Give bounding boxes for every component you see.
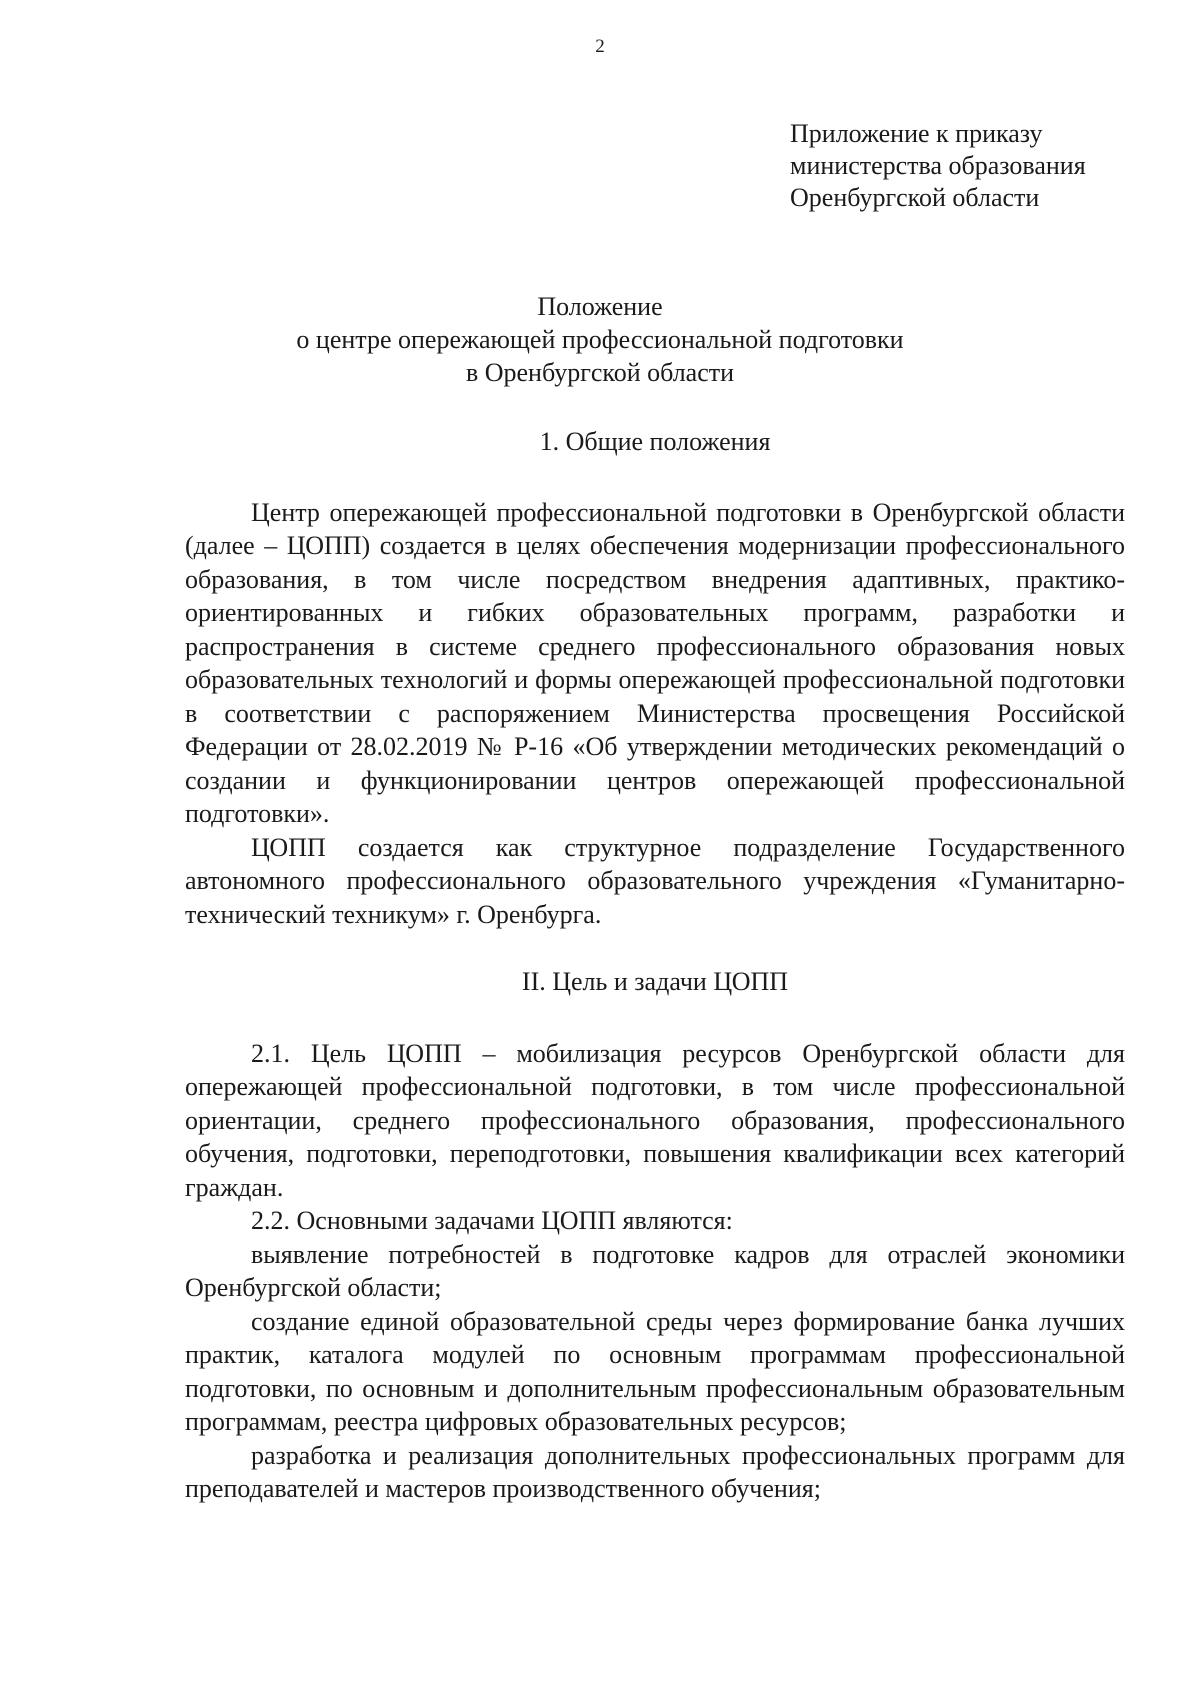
title-line: Положение bbox=[537, 292, 663, 321]
title-line: о центре опережающей профессиональной подготовки bbox=[296, 325, 904, 354]
paragraph: 2.1. Цель ЦОПП – мобилизация ресурсов Оренбургской области для опережающей профессиональной подготовки, в том числе профессиональной ориентации, среднего профессионального образования, профессионального обучения, подготовки, переподготовки, повышения квалификации всех категорий граждан. bbox=[185, 1038, 1125, 1202]
paragraph: ЦОПП создается как структурное подразделение Государственного автономного профессионального образовательного учреждения «Гуманитарно-технический техникум» г. Оренбурга. bbox=[185, 832, 1125, 929]
paragraph: Центр опережающей профессиональной подготовки в Оренбургской области (далее – ЦОПП) создается в целях обеспечения модернизации профессионального образования, в том числе посредством внедрения адаптивных, практико-ориентированных и гибких образовательных программ, разработки и распространения в системе среднего профессионального образования новых образовательных технологий и формы опережающей профессиональной подготовки в соответствии с распоряжением Министерства просвещения Российской Федерации от 28.02.2019 № Р-16 «Об утверждении методических рекомендаций о создании и функционировании центров опережающей профессиональной подготовки». bbox=[185, 497, 1125, 828]
appendix-note bbox=[790, 118, 1170, 214]
paragraph: 2.2. Основными задачами ЦОПП являются: bbox=[251, 1206, 733, 1235]
page-number: 2 bbox=[595, 36, 605, 57]
paragraph: разработка и реализация дополнительных профессиональных программ для преподавателей и мастеров производственного обучения; bbox=[185, 1440, 1125, 1503]
appendix-line: Оренбургской области bbox=[790, 183, 1040, 212]
appendix-line: министерства образования bbox=[790, 151, 1086, 180]
paragraph: выявление потребностей в подготовке кадров для отраслей экономики Оренбургской области; bbox=[185, 1239, 1125, 1302]
section-heading: 1. Общие положения bbox=[539, 427, 771, 456]
title-line: в Оренбургской области bbox=[465, 358, 735, 387]
section-heading: II. Цель и задачи ЦОПП bbox=[521, 967, 789, 996]
document-title bbox=[0, 290, 1200, 389]
appendix-line: Приложение к приказу bbox=[790, 119, 1043, 148]
document-body bbox=[185, 425, 1125, 1506]
paragraph: создание единой образовательной среды через формирование банка лучших практик, каталога модулей по основным программам профессиональной подготовки, по основным и дополнительным профессиональным образовательным программам, реестра цифровых образовательных ресурсов; bbox=[185, 1306, 1125, 1436]
